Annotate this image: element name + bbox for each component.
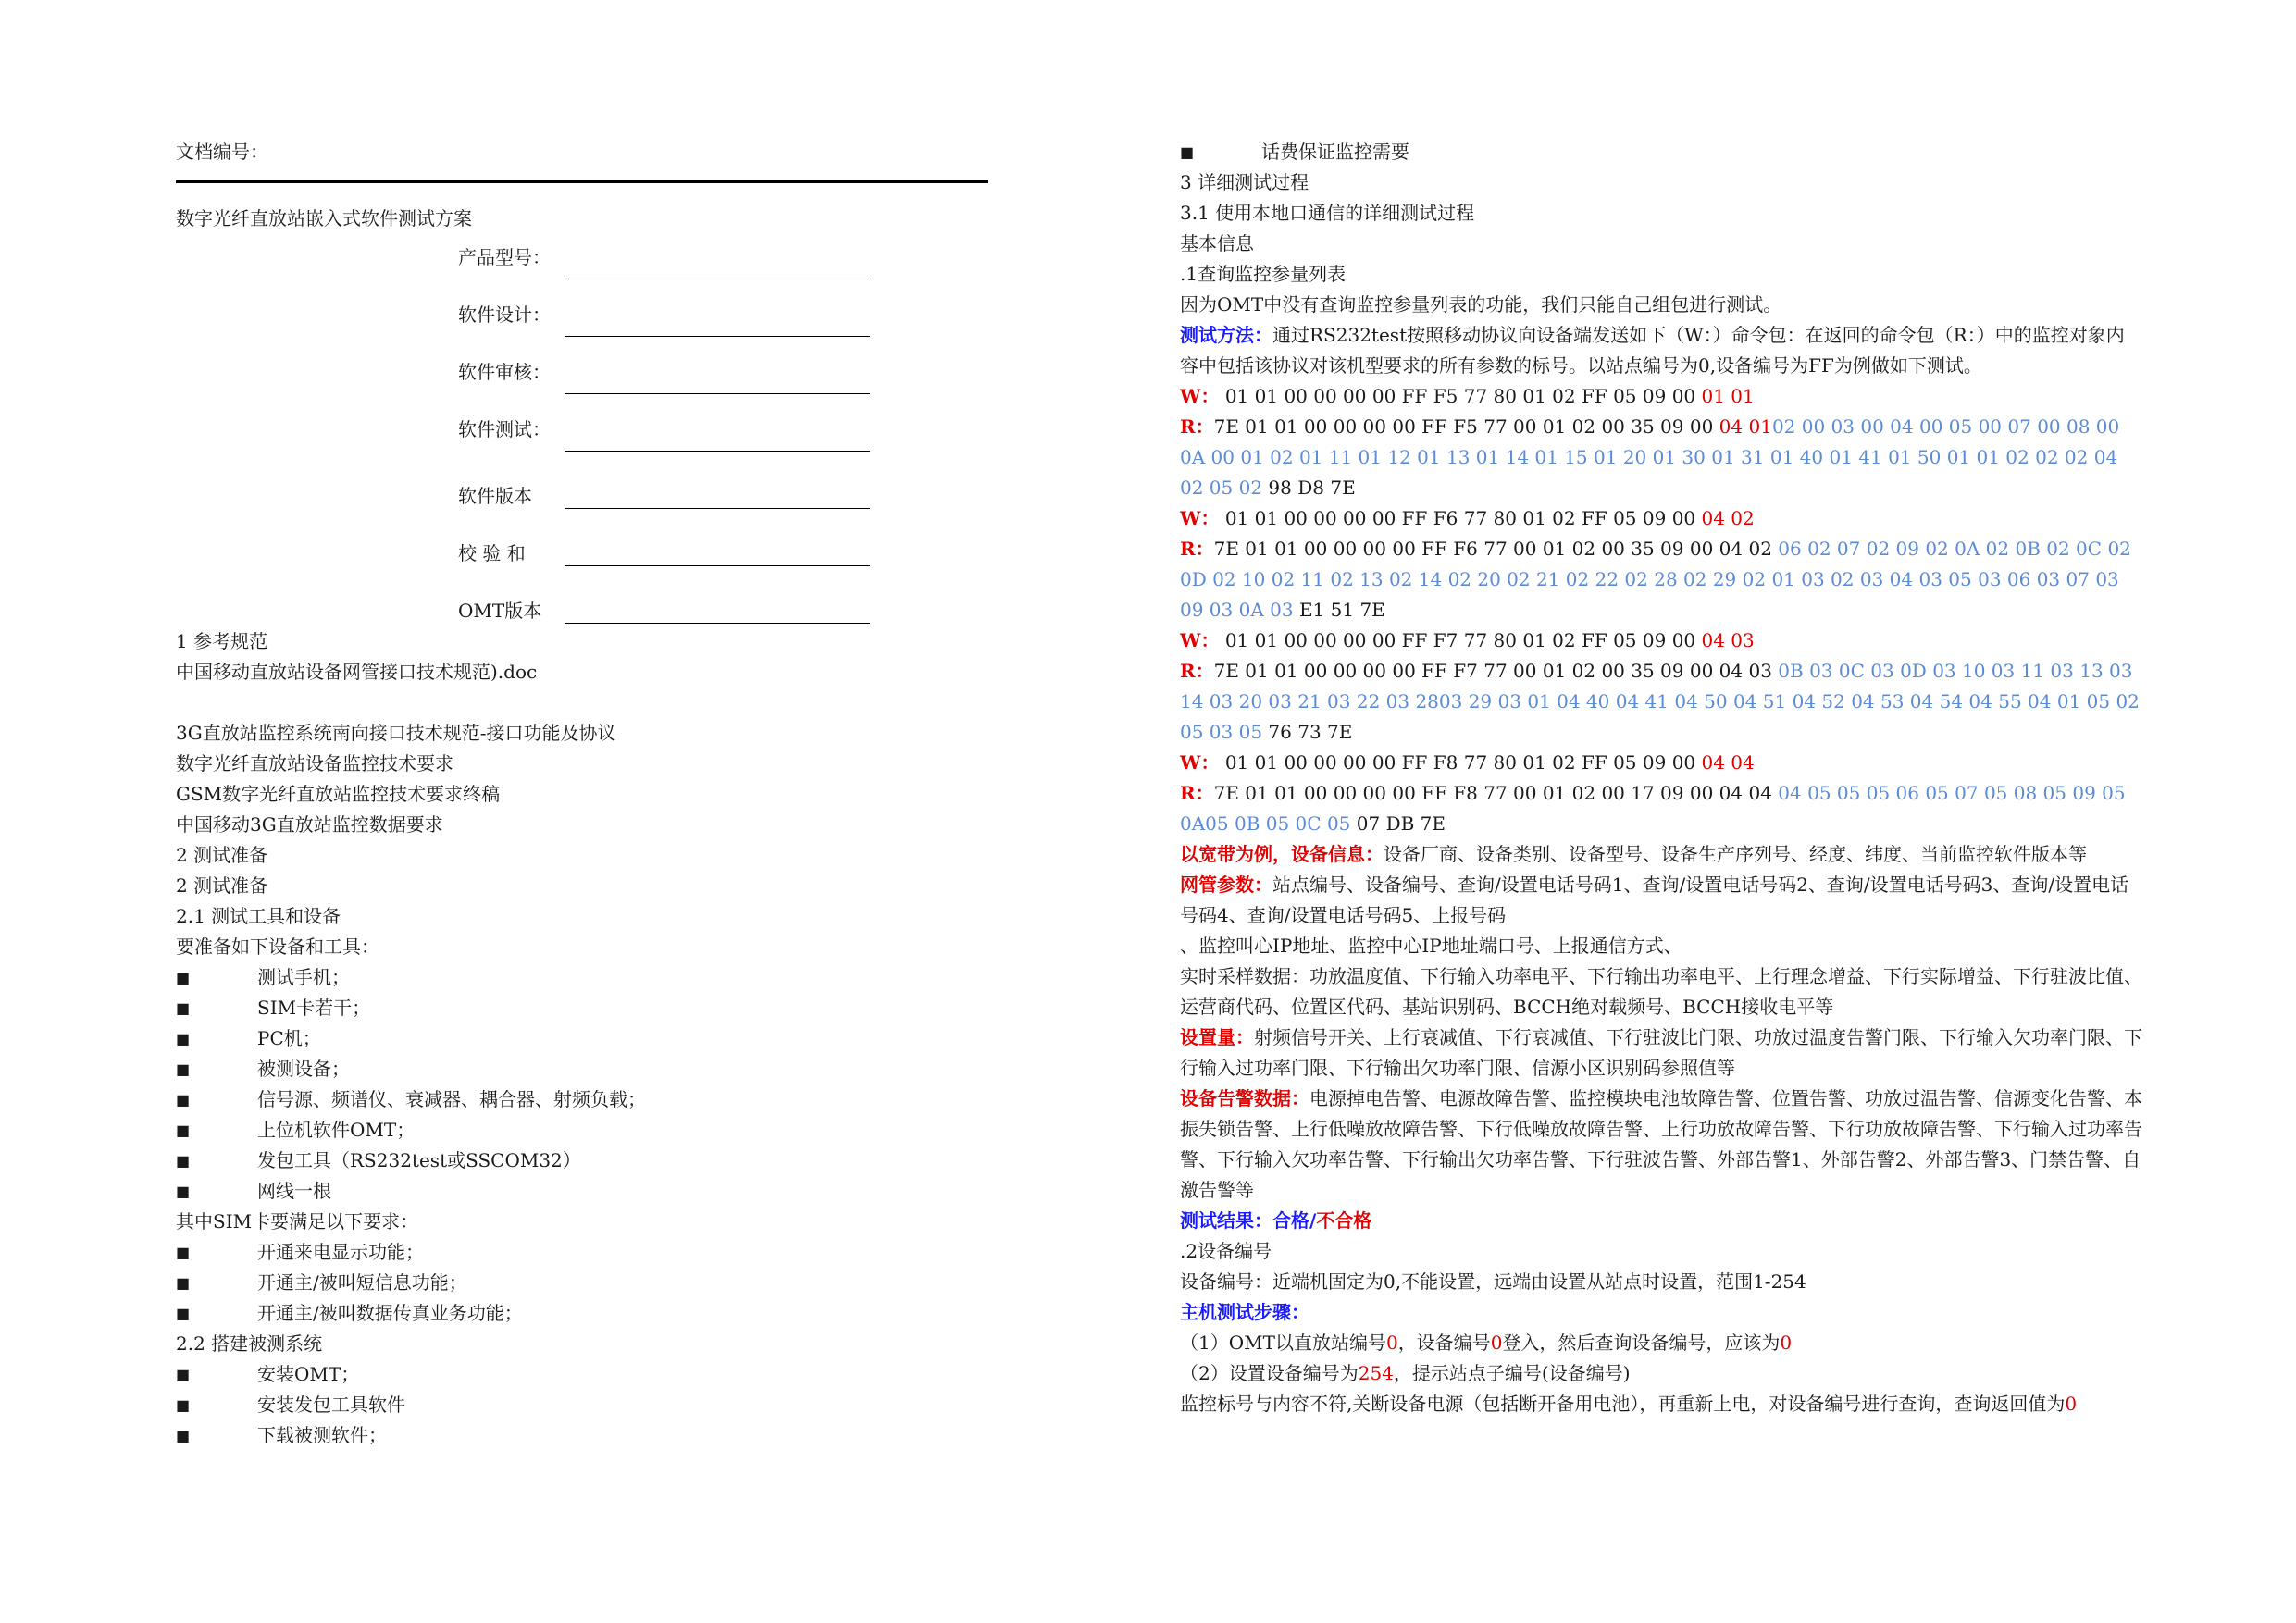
meta-row: 软件测试： (458, 415, 990, 473)
meta-blank[interactable] (565, 393, 870, 394)
step: 监控标号与内容不符,关断设备电源（包括断开备用电池），再重新上电，对设备编号进行查询，查询返回值为0 (1180, 1393, 2078, 1415)
ref-item: 中国移动3G直放站监控数据要求 (176, 813, 443, 836)
step: （2）设置设备编号为254，提示站点子编号(设备编号) (1180, 1362, 1631, 1384)
bullet-square-icon: ■ (176, 1121, 191, 1139)
right-column (1180, 137, 2142, 1419)
bullet-square-icon: ■ (176, 1244, 191, 1261)
list-item: ■ 上位机软件OMT； (176, 1115, 990, 1146)
write-command: W： 01 01 00 00 00 00 FF F5 77 80 01 02 FF 05 09 00 01 01 (1180, 385, 1755, 407)
bullet-square-icon: ■ (176, 1396, 191, 1414)
bullet-square-icon: ■ (176, 1274, 191, 1292)
realtime-data: 实时采样数据：功放温度值、下行输入功率电平、下行输出功率电平、上行理念增益、下行实际增益、下行驻波比值、运营商代码、位置区代码、基站识别码、BCCH绝对载频号、BCCH接收电平等 (1180, 965, 2142, 1018)
write-command: W： 01 01 00 00 00 00 FF F6 77 80 01 02 FF 05 09 00 04 02 (1180, 507, 1755, 529)
ref-item: 中国移动直放站设备网管接口技术规范).doc (176, 661, 538, 683)
list-item: ■ 安装OMT； (176, 1359, 990, 1390)
ref-item: GSM数字光纤直放站监控技术要求终稿 (176, 783, 501, 805)
title-rule (176, 180, 988, 183)
ref-item: 数字光纤直放站设备监控技术要求 (176, 752, 453, 774)
section-heading: 基本信息 (1180, 232, 1254, 254)
meta-row: 校 验 和 (458, 530, 990, 588)
bullet-square-icon: ■ (176, 1183, 191, 1200)
meta-blank[interactable] (565, 508, 870, 509)
host-steps-heading: 主机测试步骤： (1180, 1301, 1309, 1323)
sub-heading: .1查询监控参量列表 (1180, 263, 1347, 285)
alarms: 设备告警数据：电源掉电告警、电源故障告警、监控模块电池故障告警、位置告警、功放过温告警、信源变化告警、本振失锁告警、上行低噪放故障告警、下行低噪放故障告警、上行功放故障告警、下行功放故障告警、下行输入过功率告警、下行输入欠功率告警、下行输出欠功率告警、下行驻波告警、外部告警1、外部告警2、外部告警3、门禁告警、自激告警等 (1180, 1087, 2142, 1201)
device-info: 以宽带为例，设备信息：设备厂商、设备类别、设备型号、设备生产序列号、经度、纬度、当前监控软件版本等 (1180, 843, 2087, 865)
bullet-square-icon: ■ (176, 1152, 191, 1170)
paragraph: 设备编号：近端机固定为0,不能设置，远端由设置从站点时设置，范围1-254 (1180, 1270, 1806, 1293)
signoff-table (458, 243, 990, 626)
list-item: ■ 网线一根 (176, 1176, 990, 1207)
section-heading: 3.1 使用本地口通信的详细测试过程 (1180, 202, 1475, 224)
net-params-cont: 、监控叫心IP地址、监控中心IP地址端口号、上报通信方式、 (1180, 935, 1682, 957)
list-item: ■ 被测设备； (176, 1054, 990, 1084)
list-item: ■ 信号源、频谱仪、衰减器、耦合器、射频负载； (176, 1084, 990, 1115)
list-item: ■ 开通主/被叫数据传真业务功能； (176, 1298, 990, 1329)
bullet-square-icon: ■ (176, 969, 191, 986)
list-item: ■ 测试手机； (176, 962, 990, 993)
step: （1）OMT以直放站编号0，设备编号0登入，然后查询设备编号，应该为0 (1180, 1332, 1793, 1354)
list-item: ■ 发包工具（RS232test或SSCOM32） (176, 1146, 990, 1176)
read-response: R：7E 01 01 00 00 00 00 FF F6 77 00 01 02 00 35 09 00 04 02 06 02 07 02 09 02 0A 02 0B 02 0C 02 0D 02 10 02 11 02 13 02 14 02 20 02 21 02 22 02 28 02 29 02 01 03 02 03 04 03 05 03 06 03 07 03 09 03 0A 03 E1 51 7E (1180, 538, 2131, 621)
bullet-square-icon: ■ (176, 1091, 191, 1109)
list-item: ■ 下载被测软件； (176, 1420, 990, 1451)
test-method: 测试方法：通过RS232test按照移动协议向设备端发送如下（W：）命令包：在返回的命令包（R：）中的监控对象内容中包括该协议对该机型要求的所有参数的标号。以站点编号为0,设备编号为FF为例做如下测试。 (1180, 324, 2125, 377)
meta-row: 软件审核： (458, 358, 990, 415)
net-params: 网管参数：站点编号、设备编号、查询/设置电话号码1、查询/设置电话号码2、查询/设置电话号码3、查询/设置电话号码4、查询/设置电话号码5、上报号码 (1180, 873, 2129, 926)
section-heading: 2.1 测试工具和设备 (176, 905, 341, 927)
meta-row: 软件版本 (458, 473, 990, 530)
paragraph: 因为OMT中没有查询监控参量列表的功能，我们只能自己组包进行测试。 (1180, 293, 1782, 316)
list-item: ■ 安装发包工具软件 (176, 1390, 990, 1420)
list-item: ■ SIM卡若干； (176, 993, 990, 1023)
read-response: R：7E 01 01 00 00 00 00 FF F5 77 00 01 02 00 35 09 00 04 0102 00 03 00 04 00 05 00 07 00 08 00 0A 00 01 02 01 11 01 12 01 13 01 14 01 15 01 20 01 30 01 31 01 40 01 41 01 50 01 01 02 02 02 04 02 05 02 98 D8 7E (1180, 415, 2120, 499)
meta-row: 产品型号： (458, 243, 990, 301)
section-heading: 2 测试准备 (176, 874, 268, 897)
list-item: ■ 话费保证监控需要 (1180, 137, 2142, 167)
settings: 设置量：射频信号开关、上行衰减值、下行衰减值、下行驻波比门限、功放过温度告警门限、下行输入欠功率门限、下行输入过功率门限、下行输出欠功率门限、信源小区识别码参照值等 (1180, 1026, 2142, 1079)
read-response: R：7E 01 01 00 00 00 00 FF F7 77 00 01 02 00 35 09 00 04 03 0B 03 0C 03 0D 03 10 03 11 03 13 03 14 03 20 03 21 03 22 03 2803 29 03 01 04 40 04 41 04 50 04 51 04 52 04 53 04 54 04 55 04 01 05 02 05 03 05 76 73 7E (1180, 660, 2140, 743)
bullet-square-icon: ■ (1180, 143, 1195, 161)
meta-blank[interactable] (565, 623, 870, 624)
bullet-square-icon: ■ (176, 1366, 191, 1383)
list-item: ■ 开通主/被叫短信息功能； (176, 1268, 990, 1298)
bullet-square-icon: ■ (176, 1030, 191, 1047)
ref-item: 3G直放站监控系统南向接口技术规范-接口功能及协议 (176, 722, 616, 744)
sub-heading: .2设备编号 (1180, 1240, 1272, 1262)
section-heading: 1 参考规范 (176, 630, 268, 652)
bullet-square-icon: ■ (176, 999, 191, 1017)
doc-number-label: 文档编号： (176, 141, 268, 163)
list-item: ■ 开通来电显示功能； (176, 1237, 990, 1268)
left-column (176, 137, 990, 1451)
write-command: W： 01 01 00 00 00 00 FF F8 77 80 01 02 FF 05 09 00 04 04 (1180, 751, 1755, 774)
meta-row: OMT版本 (458, 588, 990, 626)
meta-blank[interactable] (565, 565, 870, 566)
bullet-square-icon: ■ (176, 1060, 191, 1078)
doc-title: 数字光纤直放站嵌入式软件测试方案 (176, 207, 472, 229)
bullet-square-icon: ■ (176, 1427, 191, 1444)
read-response: R：7E 01 01 00 00 00 00 FF F8 77 00 01 02 00 17 09 00 04 04 04 05 05 05 06 05 07 05 08 05 09 05 0A05 0B 05 0C 05 07 DB 7E (1180, 782, 2126, 835)
meta-blank[interactable] (565, 451, 870, 452)
paragraph: 要准备如下设备和工具： (176, 935, 379, 958)
bullet-square-icon: ■ (176, 1305, 191, 1322)
section-heading: 3 详细测试过程 (1180, 171, 1309, 193)
meta-blank[interactable] (565, 336, 870, 337)
section-heading: 2 测试准备 (176, 844, 268, 866)
write-command: W： 01 01 00 00 00 00 FF F7 77 80 01 02 FF 05 09 00 04 03 (1180, 629, 1755, 651)
list-item: ■ PC机； (176, 1023, 990, 1054)
section-heading: 2.2 搭建被测系统 (176, 1332, 323, 1355)
paragraph: 其中SIM卡要满足以下要求： (176, 1210, 419, 1233)
test-result: 测试结果：合格/不合格 (1180, 1209, 1372, 1232)
meta-row: 软件设计： (458, 301, 990, 358)
